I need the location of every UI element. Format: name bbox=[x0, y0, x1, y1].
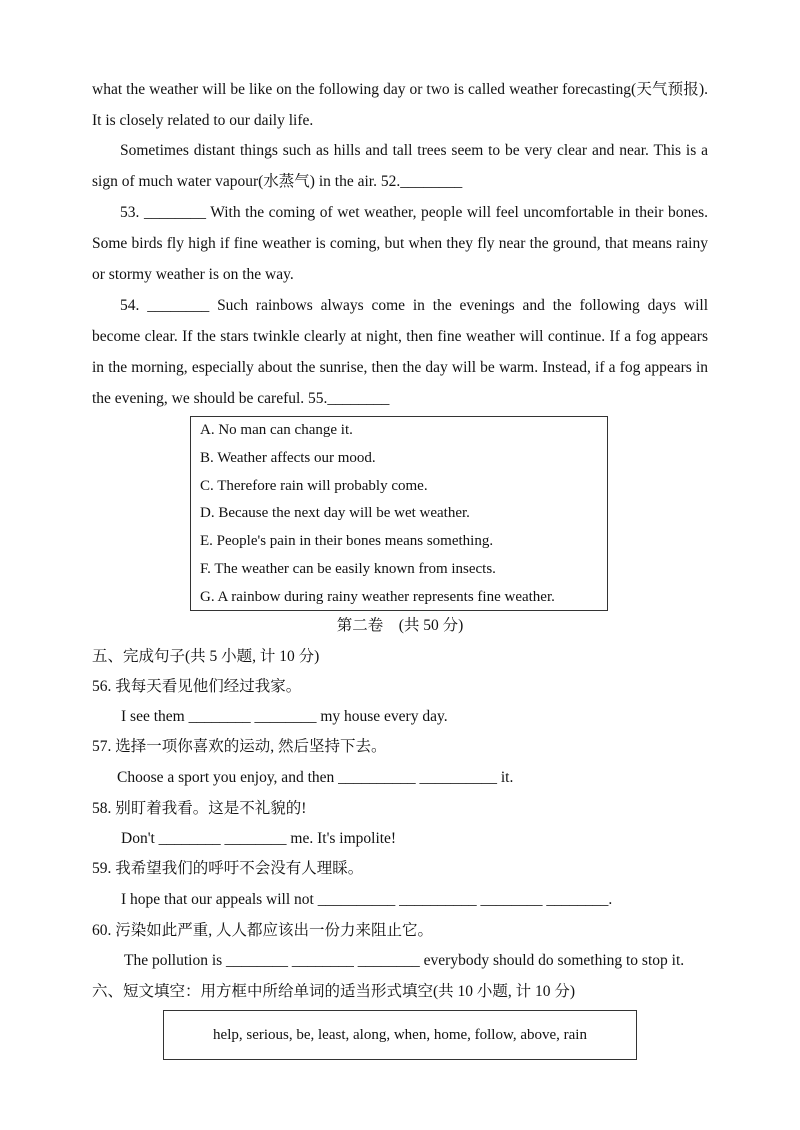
question-57-chinese: 57. 选择一项你喜欢的运动, 然后坚持下去。 bbox=[92, 738, 387, 755]
section-5-heading: 五、完成句子(共 5 小题, 计 10 分) bbox=[92, 648, 320, 665]
section-6-heading: 六、短文填空：用方框中所给单词的适当形式填空(共 10 小题, 计 10 分) bbox=[92, 983, 576, 1000]
option-b: B. Weather affects our mood. bbox=[200, 450, 376, 466]
question-60-chinese: 60. 污染如此严重, 人人都应该出一份力来阻止它。 bbox=[92, 922, 434, 939]
question-58-english: Don't ________ ________ me. It's impolite! bbox=[121, 830, 397, 847]
option-c: C. Therefore rain will probably come. bbox=[200, 478, 428, 494]
question-56-chinese: 56. 我每天看见他们经过我家。 bbox=[92, 678, 302, 695]
question-58-chinese: 58. 别盯着我看。这是不礼貌的! bbox=[92, 800, 307, 817]
passage-paragraph-2: Sometimes distant things such as hills and tall trees seem to be very clear and near. This is a sign of much water vapour(水蒸气) in the air. 52.________ bbox=[92, 142, 708, 190]
passage-paragraph-1: what the weather will be like on the following day or two is called weather forecasting(天气预报). It is closely related to our daily life. bbox=[92, 81, 708, 129]
question-60-english: The pollution is ________ ________ ________ everybody should do something to stop it. bbox=[124, 952, 685, 969]
word-box bbox=[163, 1010, 637, 1060]
word-box-text: help, serious, be, least, along, when, home, follow, above, rain bbox=[213, 1026, 587, 1043]
options-box bbox=[190, 416, 608, 611]
question-59-chinese: 59. 我希望我们的呼吁不会没有人理睬。 bbox=[92, 860, 364, 877]
option-a: A. No man can change it. bbox=[200, 422, 353, 438]
option-e: E. People's pain in their bones means something. bbox=[200, 533, 494, 549]
option-g: G. A rainbow during rainy weather represents fine weather. bbox=[200, 589, 555, 605]
question-57-english: Choose a sport you enjoy, and then __________ __________ it. bbox=[117, 769, 514, 786]
option-f: F. The weather can be easily known from insects. bbox=[200, 561, 496, 577]
passage-paragraph-3: 53. ________ With the coming of wet weather, people will feel uncomfortable in their bones. Some birds fly high if fine weather is coming, but when they fly near the ground, that means rainy or stormy weather is on the way. bbox=[92, 204, 708, 283]
volume-title: 第二卷 (共 50 分) bbox=[336, 617, 464, 634]
option-d: D. Because the next day will be wet weather. bbox=[200, 505, 470, 521]
question-59-english: I hope that our appeals will not __________ __________ ________ ________. bbox=[121, 891, 613, 908]
question-56-english: I see them ________ ________ my house every day. bbox=[121, 708, 448, 725]
passage-paragraph-4: 54. ________ Such rainbows always come in the evenings and the following days will become clear. If the stars twinkle clearly at night, then fine weather will continue. If a fog appears in the morning, especially about the sunrise, then the day will be warm. Instead, if a fog appears in the evening, we should be careful. 55.________ bbox=[92, 297, 708, 407]
